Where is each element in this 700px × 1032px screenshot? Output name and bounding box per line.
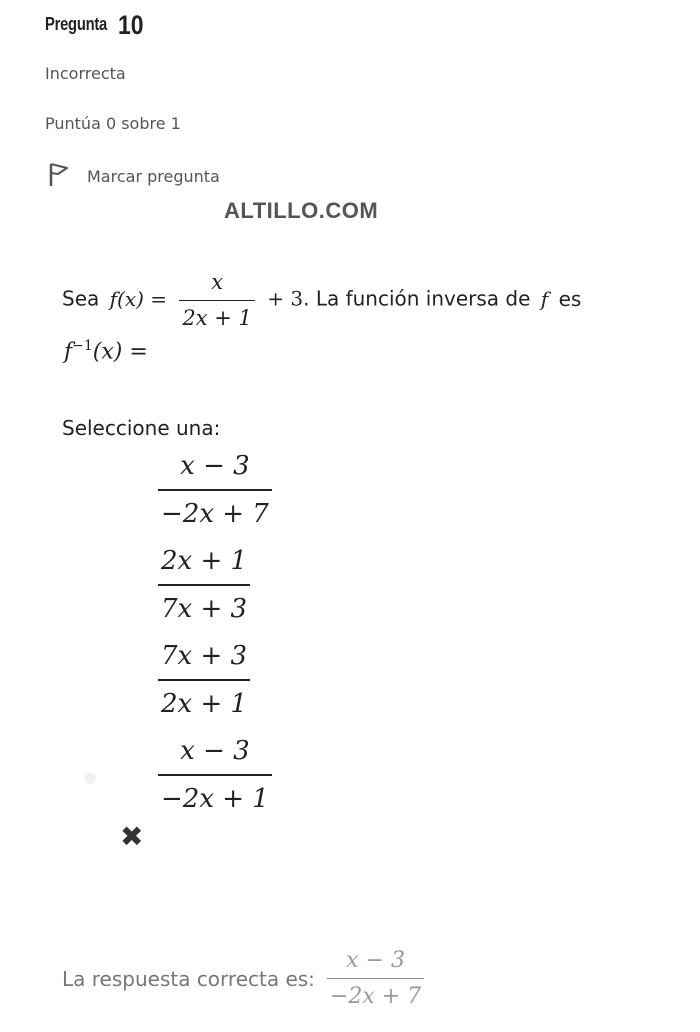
question-title bbox=[45, 10, 144, 40]
option-d-denominator: −2x + 1 bbox=[161, 784, 269, 814]
select-one-label: Seleccione una: bbox=[62, 416, 221, 440]
feedback-fraction bbox=[327, 948, 424, 1009]
stem-sentence: . La función inversa de bbox=[303, 286, 531, 311]
option-c-bar bbox=[158, 679, 250, 681]
stem-fraction bbox=[179, 270, 255, 330]
answer-option-c[interactable] bbox=[158, 638, 250, 722]
flag-question-button[interactable] bbox=[45, 160, 220, 192]
stem-plus-three: + 3 bbox=[267, 286, 304, 311]
option-a-denominator: −2x + 7 bbox=[161, 499, 269, 529]
question-stem bbox=[62, 270, 581, 330]
incorrect-icon: ✖ bbox=[120, 820, 144, 853]
stem-fraction-bar bbox=[179, 300, 255, 301]
question-state: Incorrecta bbox=[45, 64, 126, 83]
option-d-numerator: x − 3 bbox=[180, 736, 250, 766]
answer-option-a[interactable] bbox=[158, 448, 272, 532]
feedback-numerator: x − 3 bbox=[346, 948, 405, 973]
inverse-expression bbox=[64, 338, 148, 364]
flag-question-label: Marcar pregunta bbox=[87, 166, 220, 186]
answer-option-d[interactable] bbox=[158, 733, 272, 817]
stem-sea: Sea bbox=[62, 286, 100, 311]
inverse-superscript: −1 bbox=[72, 338, 93, 354]
option-b-numerator: 2x + 1 bbox=[161, 546, 248, 576]
inverse-f: f bbox=[64, 339, 73, 365]
option-d-radio[interactable] bbox=[84, 772, 96, 784]
option-d-bar bbox=[158, 774, 272, 776]
option-c-denominator: 2x + 1 bbox=[161, 689, 248, 719]
option-a-numerator: x − 3 bbox=[180, 451, 250, 481]
option-c-fraction bbox=[158, 638, 250, 722]
stem-fraction-numerator: x bbox=[211, 270, 224, 294]
answer-option-b[interactable] bbox=[158, 543, 250, 627]
question-number: 10 bbox=[118, 10, 144, 40]
stem-fraction-denominator: 2x + 1 bbox=[182, 306, 252, 330]
inverse-rhs: (x) = bbox=[92, 339, 148, 365]
correct-answer-feedback bbox=[62, 948, 424, 1009]
option-c-numerator: 7x + 3 bbox=[161, 641, 248, 671]
flag-icon bbox=[45, 160, 73, 192]
option-b-denominator: 7x + 3 bbox=[161, 594, 248, 624]
watermark: ALTILLO.COM bbox=[224, 198, 379, 223]
stem-f: f bbox=[540, 286, 549, 311]
question-grade: Puntúa 0 sobre 1 bbox=[45, 114, 181, 133]
feedback-bar bbox=[327, 978, 424, 979]
option-a-fraction bbox=[158, 448, 272, 532]
stem-function: f(x) = bbox=[109, 286, 168, 311]
option-b-fraction bbox=[158, 543, 250, 627]
option-a-bar bbox=[158, 489, 272, 491]
feedback-label: La respuesta correcta es: bbox=[62, 966, 315, 991]
option-d-fraction bbox=[158, 733, 272, 817]
stem-es: es bbox=[558, 286, 582, 311]
question-prefix: Pregunta bbox=[45, 14, 108, 34]
feedback-denominator: −2x + 7 bbox=[329, 984, 422, 1009]
option-b-bar bbox=[158, 584, 250, 586]
